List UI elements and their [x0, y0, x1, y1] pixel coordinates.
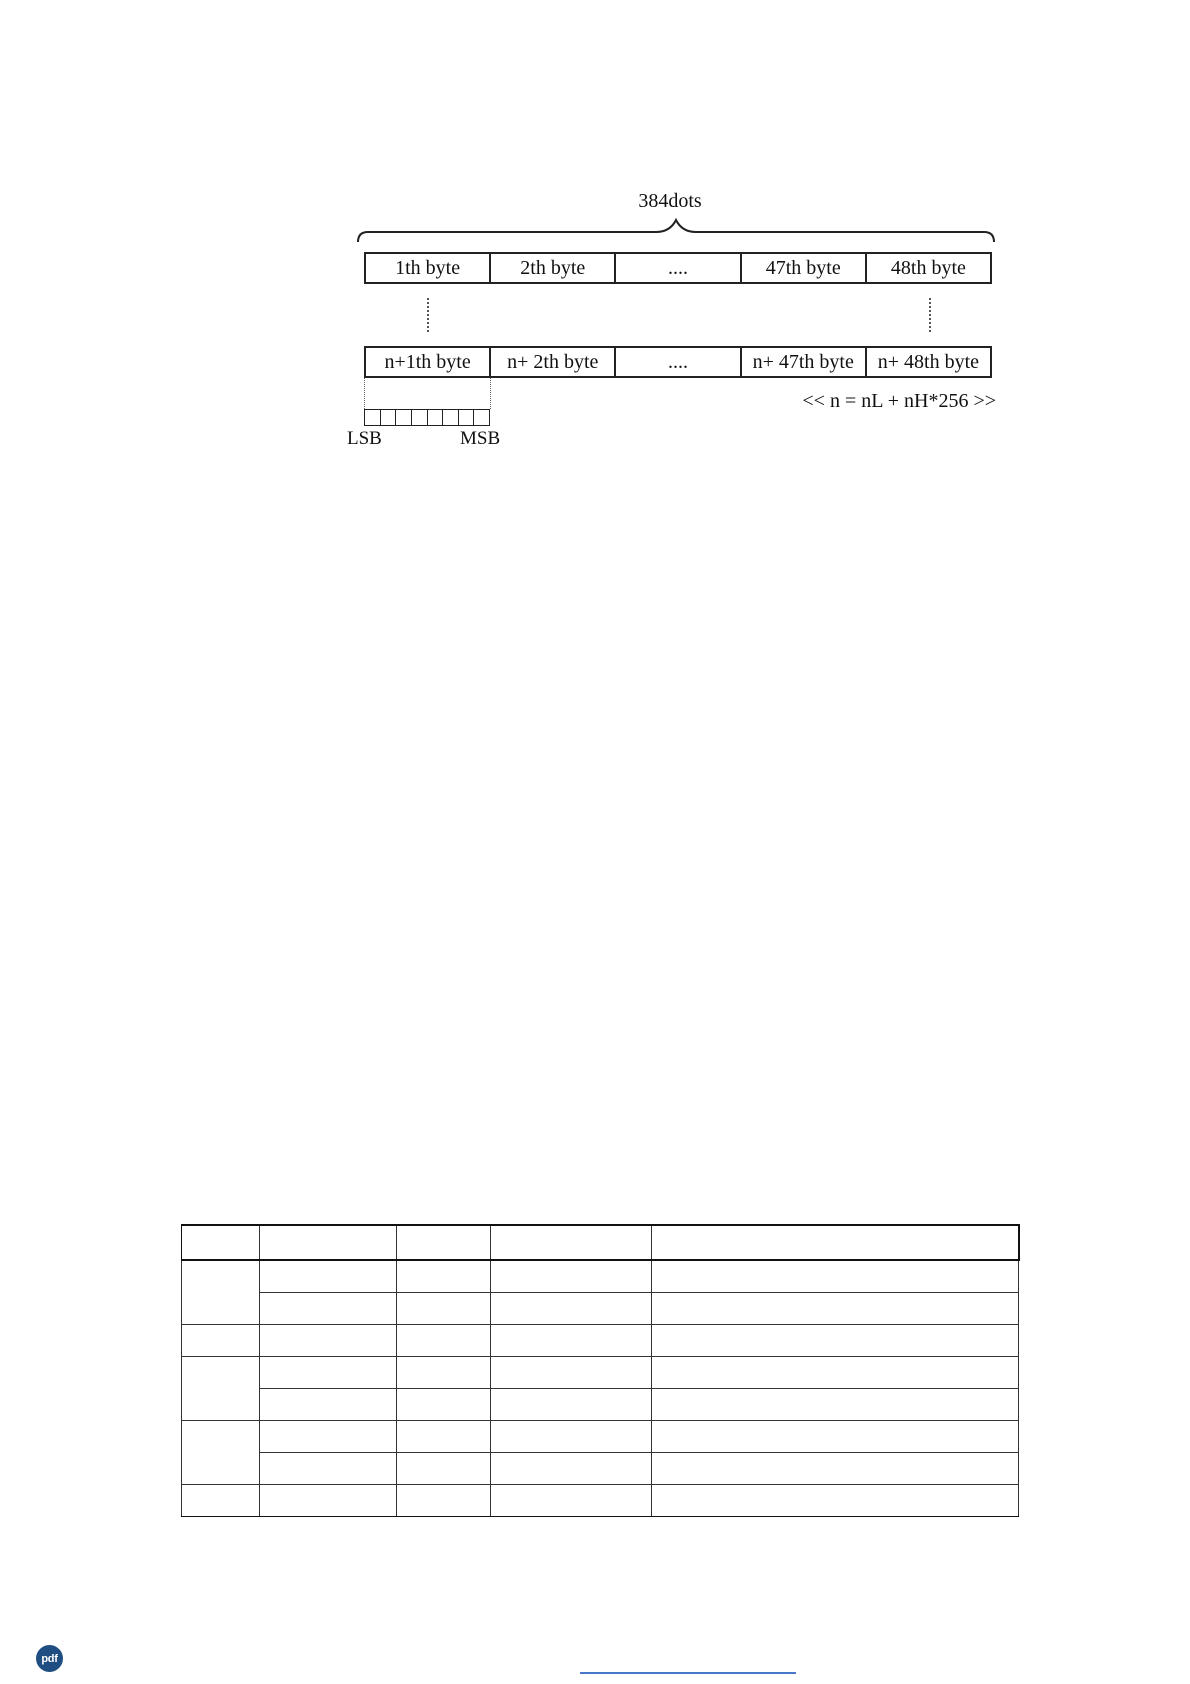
table-cell — [491, 1421, 652, 1453]
table-cell — [652, 1485, 1019, 1517]
byte-cell: n+1th byte — [366, 348, 491, 376]
vertical-ellipsis-left — [427, 298, 429, 332]
bit-cell — [396, 410, 412, 425]
msb-label: MSB — [460, 428, 501, 449]
table-header-cell — [397, 1225, 491, 1260]
table-cell — [182, 1260, 260, 1325]
lsb-label: LSB — [347, 428, 382, 449]
table-cell — [397, 1485, 491, 1517]
byte-layout-diagram — [0, 0, 1190, 460]
byte-row-next-line — [364, 346, 992, 378]
footer-link[interactable] — [580, 1672, 796, 1674]
bit-cell — [443, 410, 459, 425]
table-row — [182, 1453, 1019, 1485]
bit-guide-right — [490, 378, 491, 409]
table-cell — [652, 1357, 1019, 1389]
table-row — [182, 1389, 1019, 1421]
vertical-ellipsis-right — [929, 298, 931, 332]
table-cell — [491, 1260, 652, 1293]
table-cell — [491, 1453, 652, 1485]
table-cell — [652, 1260, 1019, 1293]
table-cell — [397, 1325, 491, 1357]
table-cell — [397, 1357, 491, 1389]
byte-cell: 48th byte — [890, 256, 966, 279]
bit-cell — [412, 410, 428, 425]
table-cell — [397, 1260, 491, 1293]
table-cell — [491, 1293, 652, 1325]
table-cell — [182, 1421, 260, 1485]
bit-cell — [381, 410, 397, 425]
bit-cell — [428, 410, 444, 425]
table-cell — [260, 1325, 397, 1357]
table-cell — [652, 1325, 1019, 1357]
table-header-row — [182, 1225, 1019, 1260]
byte-cell: .... — [616, 348, 741, 376]
table-cell — [491, 1389, 652, 1421]
table-cell — [182, 1325, 260, 1357]
byte-cell: n+ 2th byte — [491, 348, 616, 376]
table-row — [182, 1325, 1019, 1357]
table-cell — [260, 1485, 397, 1517]
bit-guide-left — [364, 378, 365, 409]
table-cell — [260, 1421, 397, 1453]
table-header-cell — [182, 1225, 260, 1260]
table-row — [182, 1357, 1019, 1389]
table-row — [182, 1421, 1019, 1453]
table-cell — [397, 1293, 491, 1325]
spec-table — [181, 1224, 1020, 1517]
table-cell — [260, 1357, 397, 1389]
byte-count-formula: << n = nL + nH*256 >> — [802, 390, 996, 412]
table-cell — [182, 1357, 260, 1421]
byte-cell: 1th byte — [366, 254, 491, 282]
byte-cell: n+ 47th byte — [742, 348, 867, 376]
byte-cell: n+ 48th byte — [877, 350, 980, 373]
table-row — [182, 1260, 1019, 1293]
byte-cell: 47th byte — [742, 254, 867, 282]
table-cell — [652, 1453, 1019, 1485]
pdf-logo-icon[interactable]: pdf — [36, 1645, 63, 1672]
bit-cell — [474, 410, 489, 425]
table-cell — [652, 1389, 1019, 1421]
bit-cell — [365, 410, 381, 425]
table-header-cell — [260, 1225, 397, 1260]
table-row — [182, 1485, 1019, 1517]
table-cell — [260, 1453, 397, 1485]
byte-cell: .... — [616, 254, 741, 282]
table-cell — [397, 1389, 491, 1421]
table-cell — [491, 1357, 652, 1389]
table-cell — [397, 1453, 491, 1485]
table-cell — [260, 1293, 397, 1325]
table-cell — [397, 1421, 491, 1453]
byte-cell: 2th byte — [491, 254, 616, 282]
table-cell — [491, 1485, 652, 1517]
table-row — [182, 1293, 1019, 1325]
byte-row-first-line — [364, 252, 992, 284]
width-brace — [356, 206, 996, 246]
table-cell — [652, 1421, 1019, 1453]
table-header-cell — [491, 1225, 652, 1260]
table-cell — [182, 1485, 260, 1517]
table-cell — [260, 1260, 397, 1293]
dots-width-label: 384dots — [638, 190, 702, 212]
bit-cell — [459, 410, 475, 425]
table-cell — [260, 1389, 397, 1421]
bit-strip — [364, 409, 490, 426]
table-cell — [652, 1293, 1019, 1325]
table-cell — [491, 1325, 652, 1357]
table-header-cell — [652, 1225, 1019, 1260]
